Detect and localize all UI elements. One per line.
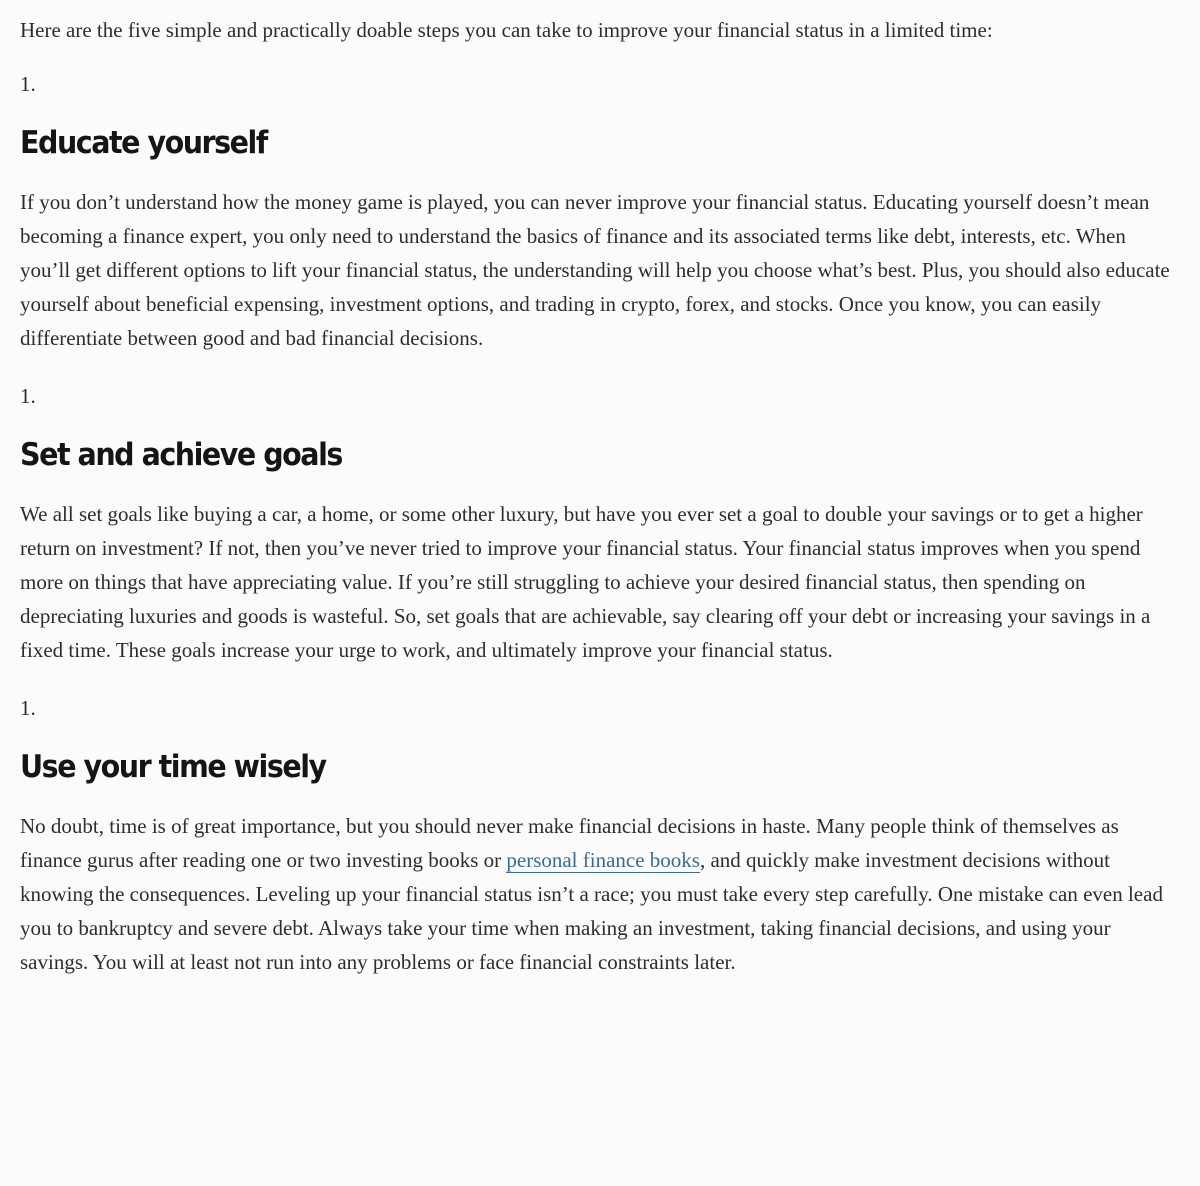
step-body-set-and-achieve-goals: We all set goals like buying a car, a home, or some other luxury, but have you ever set a goal to double your savings or to get a higher return on investment? If not, then you’ve never tried to improve your financial status. Your financial status improves when you spend more on things that have appreciating value. If you’re still struggling to achieve your desired financial status, then spending on depreciating luxuries and goods is wasteful. So, set goals that are achievable, say clearing off your debt or increasing your savings in a fixed time. These goals increase your urge to work, and ultimately improve your financial status.: [20, 502, 1151, 662]
step-use-your-time-wisely: [20, 691, 1180, 979]
step-educate-yourself: [20, 67, 1180, 355]
intro-paragraph: Here are the five simple and practically doable steps you can take to improve your financial status in a limited time:: [20, 18, 993, 42]
step-number: 1.: [20, 696, 36, 720]
step-body-educate-yourself: If you don’t understand how the money game is played, you can never improve your financial status. Educating yourself doesn’t mean becoming a finance expert, you only need to understand the basics of finance and its associated terms like debt, interests, etc. When you’ll get different options to lift your financial status, the understanding will help you choose what’s best. Plus, you should also educate yourself about beneficial expensing, investment options, and trading in crypto, forex, and stocks. Once you know, you can easily differentiate between good and bad financial decisions.: [20, 190, 1170, 350]
step-set-and-achieve-goals: [20, 379, 1180, 667]
step-body-use-your-time-wisely: [20, 809, 1180, 979]
body-text-before-link: No doubt, time is of great importance, but you should never make financial decisions in haste. Many people think of themselves as finance gurus after reading one or two investing books or: [20, 814, 1119, 872]
body-text-after-link: , and quickly make investment decisions without knowing the consequences. Leveling up your financial status isn’t a race; you must take every step carefully. One mistake can even lead you to bankruptcy and severe debt. Always take your time when making an investment, taking financial decisions, and using your savings. You will at least not run into any problems or face financial constraints later.: [20, 848, 1163, 974]
step-number: 1.: [20, 72, 36, 96]
personal-finance-books-link[interactable]: personal finance books: [506, 848, 700, 872]
step-heading-use-your-time-wisely: Use your time wisely: [20, 749, 326, 785]
step-heading-educate-yourself: Educate yourself: [20, 125, 267, 161]
step-heading-set-and-achieve-goals: Set and achieve goals: [20, 437, 342, 473]
step-number: 1.: [20, 384, 36, 408]
